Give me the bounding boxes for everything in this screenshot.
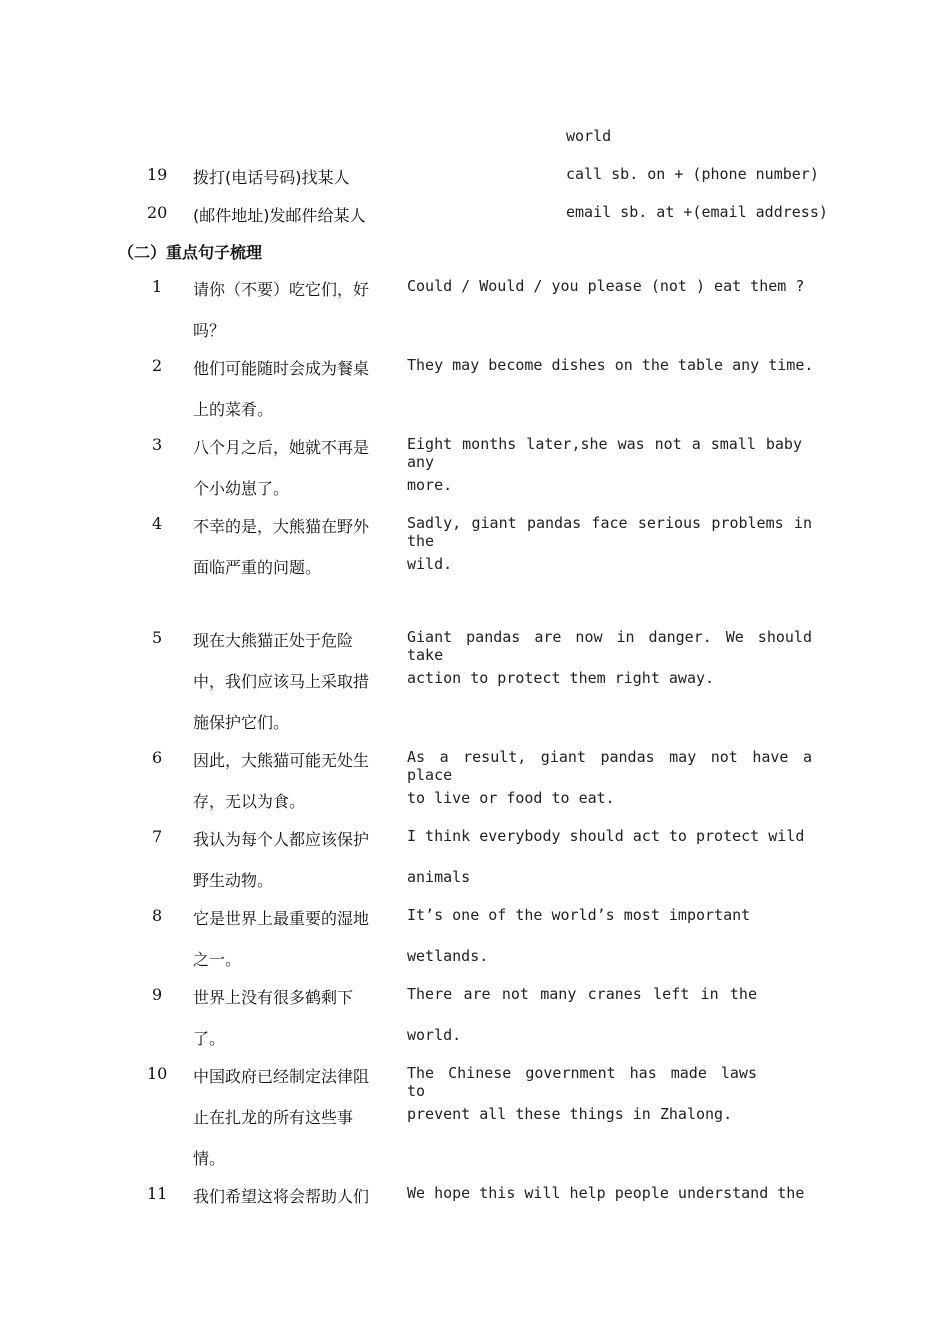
sentence-english-line: action to protect them right away.: [407, 669, 715, 687]
sentence-english-line: They may become dishes on the table any time.: [407, 356, 814, 374]
phrase-chinese: (邮件地址)发邮件给某人: [193, 206, 366, 225]
sentence-english-line: wild.: [407, 555, 453, 573]
sentence-chinese-line: 上的菜肴。: [193, 400, 274, 419]
sentence-english-line: There are not many cranes left in the: [407, 985, 757, 1003]
sentence-english-line: wetlands.: [407, 947, 489, 965]
sentence-number: 4: [152, 514, 163, 533]
sentence-number: 9: [152, 985, 163, 1004]
sentence-english-line: The Chinese government has made laws to: [407, 1064, 757, 1100]
sentence-chinese-line: 止在扎龙的所有这些事: [193, 1108, 354, 1127]
sentence-number: 7: [152, 827, 163, 846]
sentence-english-line: It’s one of the world’s most important: [407, 906, 751, 924]
sentence-chinese-line: 不幸的是，大熊猫在野外: [193, 517, 370, 536]
sentence-english-line: We hope this will help people understand the: [407, 1184, 805, 1202]
sentence-number: 2: [152, 356, 163, 375]
sentence-chinese-line: 它是世界上最重要的湿地: [193, 909, 370, 928]
sentence-chinese-line: 存，无以为食。: [193, 792, 306, 811]
phrase-number: 20: [147, 203, 168, 222]
sentence-chinese-line: 野生动物。: [193, 871, 274, 890]
sentence-english-line: animals: [407, 868, 471, 886]
sentence-chinese-line: 因此，大熊猫可能无处生: [193, 751, 370, 770]
phrase-continuation: world: [566, 127, 612, 145]
sentence-chinese-line: 了。: [193, 1029, 226, 1048]
phrase-chinese: 拨打(电话号码)找某人: [193, 168, 350, 187]
sentence-chinese-line: 之一。: [193, 950, 242, 969]
sentence-number: 10: [147, 1064, 168, 1083]
sentence-chinese-line: 他们可能随时会成为餐桌: [193, 359, 370, 378]
sentence-english-line: Giant pandas are now in danger. We should take: [407, 628, 812, 664]
sentence-english-line: Sadly, giant pandas face serious problems in the: [407, 514, 812, 550]
sentence-chinese-line: 面临严重的问题。: [193, 558, 322, 577]
phrase-english: email sb. at +(email address): [566, 203, 828, 221]
sentence-number: 3: [152, 435, 163, 454]
sentence-chinese-line: 八个月之后，她就不再是: [193, 438, 370, 457]
phrase-number: 19: [147, 165, 168, 184]
sentence-number: 11: [147, 1184, 168, 1203]
sentence-english-line: world.: [407, 1026, 462, 1044]
sentence-english-line: I think everybody should act to protect wild: [407, 827, 805, 845]
sentence-english-line: prevent all these things in Zhalong.: [407, 1105, 733, 1123]
sentence-number: 1: [152, 277, 163, 296]
sentence-chinese-line: 施保护它们。: [193, 713, 290, 732]
sentence-chinese-line: 请你（不要）吃它们，好: [193, 280, 370, 299]
sentence-number: 6: [152, 748, 163, 767]
sentence-chinese-line: 我们希望这将会帮助人们: [193, 1187, 370, 1206]
sentence-english-line: As a result, giant pandas may not have a place: [407, 748, 812, 784]
sentence-english-line: Could / Would / you please (not ) eat them ?: [407, 277, 805, 295]
phrase-english: call sb. on + (phone number): [566, 165, 819, 183]
sentence-english-line: more.: [407, 476, 453, 494]
sentence-chinese-line: 中，我们应该马上采取措: [193, 672, 370, 691]
sentence-english-line: to live or food to eat.: [407, 789, 615, 807]
sentence-number: 8: [152, 906, 163, 925]
sentence-english-line: Eight months later,she was not a small baby any: [407, 435, 802, 471]
sentence-chinese-line: 我认为每个人都应该保护: [193, 830, 370, 849]
sentence-chinese-line: 情。: [193, 1149, 226, 1168]
section-heading: （二）重点句子梳理: [118, 243, 263, 262]
sentence-chinese-line: 中国政府已经制定法律阻: [193, 1067, 370, 1086]
sentence-chinese-line: 吗？: [193, 321, 226, 340]
sentence-chinese-line: 个小幼崽了。: [193, 479, 290, 498]
sentence-number: 5: [152, 628, 163, 647]
sentence-chinese-line: 现在大熊猫正处于危险: [193, 631, 354, 650]
sentence-chinese-line: 世界上没有很多鹤剩下: [193, 988, 354, 1007]
